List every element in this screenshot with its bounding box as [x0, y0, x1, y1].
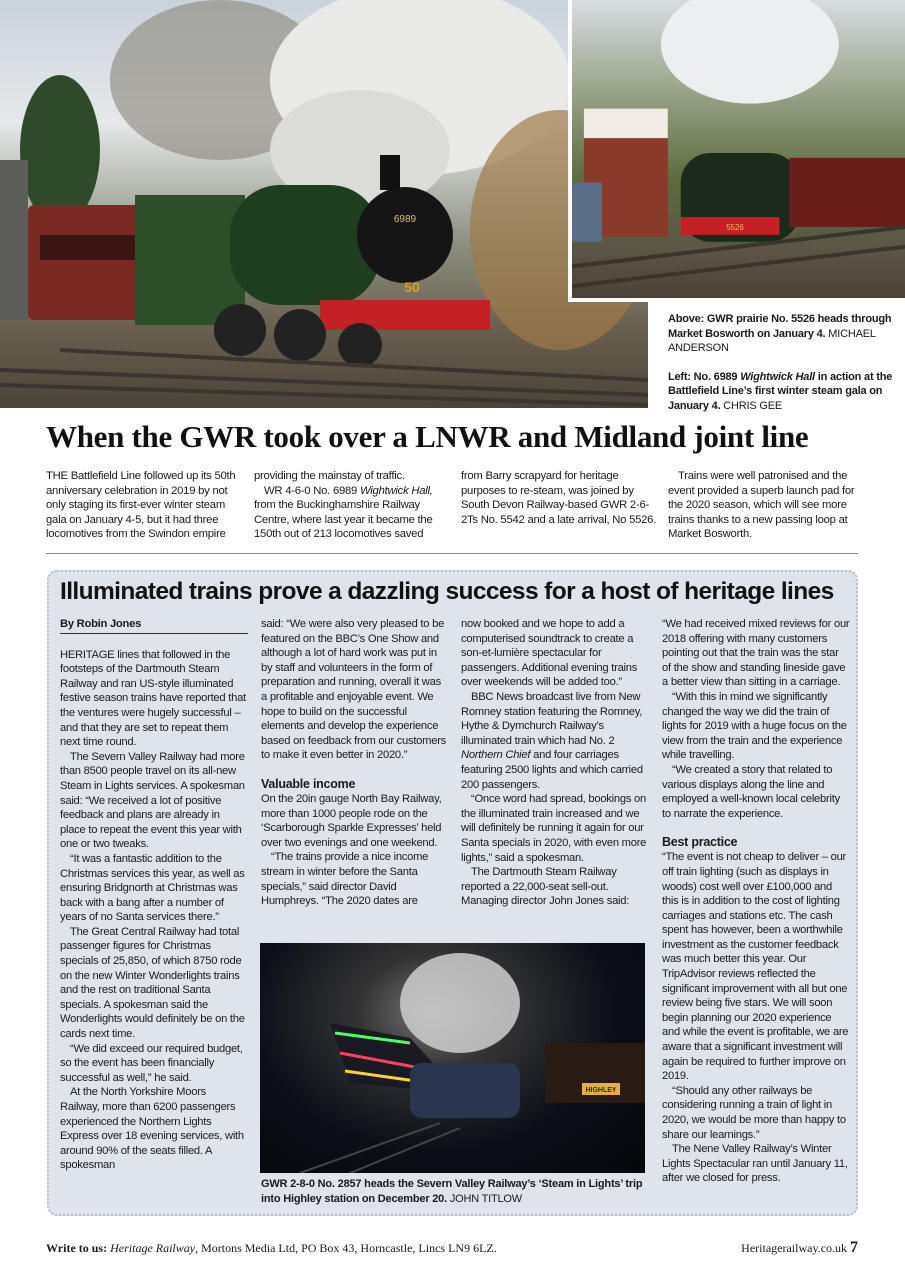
box-column — [261, 617, 449, 909]
page-footer — [46, 1239, 858, 1257]
photo-credit: JOHN TITLOW — [449, 1192, 522, 1205]
text-run: from the Buckinghamshire Railway Centre, where last year it became the 150th out of 213 locomotives saved — [254, 499, 433, 541]
subheading — [662, 835, 850, 850]
photo-captions — [668, 312, 900, 427]
body-paragraph — [662, 690, 850, 763]
body-paragraph — [60, 852, 248, 925]
footer-contact — [46, 1241, 497, 1256]
body-paragraph — [261, 792, 449, 850]
intro-column — [668, 469, 866, 542]
text-run: THE Battlefield Line followed up its 50th anniversary celebration in 2019 by not only staging its first-ever winter steam gala on January 4-5, but it had three locomotives from the Swindon empire — [46, 470, 236, 541]
intro-paragraph — [461, 469, 659, 527]
body-paragraph — [662, 1142, 850, 1186]
headline: When the GWR took over a LNWR and Midland joint line — [46, 419, 809, 454]
body-paragraph — [60, 1085, 248, 1173]
intro-paragraph — [254, 484, 452, 542]
text-run: Trains were well patronised and the event provided a superb launch pad for the 2020 season, which will see more trains thanks to a new passing loop at Market Bosworth. — [668, 470, 855, 541]
text-run: The Dartmouth Steam Railway reported a 22,000-seat sell-out. Managing director John Jones said: — [461, 866, 630, 908]
italic-text: Wightwick Hall, — [359, 484, 433, 497]
body-paragraph — [60, 1042, 248, 1086]
photo-prairie-5526 — [568, 0, 905, 302]
anniversary-badge: 50 — [404, 279, 420, 295]
text-run: “The event is not cheap to deliver – our off train lighting (such as displays in woods) cost well over £100,000 and this is in addition to the cost of lighting carriages and stations etc. The cash spent has however, been a worthwhile investment as the customer feedback was much better this year. Our TripAdvisor reviews reflected the significant improvement with all but one review being five stars. We will soon begin planning our 2020 experience and while the event is profitable, we are aware that a significant investment will again be required to further improve on 2019. — [662, 851, 849, 1083]
photo-credit: MICHAEL ANDERSON — [668, 327, 876, 354]
text-run: The Nene Valley Railway’s Winter Lights Spectacular ran until January 11, after we closed for press. — [662, 1143, 848, 1185]
photo-illustration — [572, 0, 905, 298]
body-paragraph — [461, 690, 649, 792]
text-run: The Severn Valley Railway had more than 8500 people travel on its all-new Steam in Lights services. A spokesman said: “We received a lot of positive feedback and plans are already in place to repeat the event this year with one or two tweaks. — [60, 750, 245, 851]
body-paragraph — [60, 925, 248, 1042]
text-run: “We created a story that related to various displays along the line and employed a well-known local celebrity to narrate the experience. — [662, 763, 840, 820]
text-run: At the North Yorkshire Moors Railway, more than 6200 passengers experienced the Northern Lights Express over 18 evening services, with around 90% of the seats filled. A spokesman — [60, 1086, 244, 1172]
text-run: WR 4-6-0 No. 6989 — [264, 484, 360, 497]
station-sign: HIGHLEY — [585, 1087, 617, 1094]
caption-left — [668, 370, 900, 414]
body-paragraph — [261, 850, 449, 908]
text-run: providing the mainstay of traffic. — [254, 470, 405, 482]
photo-credit: CHRIS GEE — [723, 399, 782, 412]
footer-right — [741, 1239, 858, 1257]
text-run: now booked and we hope to add a computerised soundtrack to create a son-et-lumière spectacular for passengers. Additional evening trains over weekends will be added too.” — [461, 618, 638, 689]
footer-magazine: Heritage Railway — [110, 1241, 196, 1255]
photo-illustration — [0, 0, 648, 408]
text-run: and four carriages featuring 2500 lights and which carried 200 passengers. — [461, 749, 643, 791]
text-run: Best practice — [662, 835, 738, 850]
intro-paragraph — [254, 469, 452, 484]
text-run: from Barry scrapyard for heritage purposes to re-steam, was joined by South Devon Railway-based GWR 2-6-2Ts No. 5542 and a late arrival, No 5526. — [461, 470, 657, 526]
photo-caption — [261, 1177, 651, 1206]
footer-website: Heritagerailway.co.uk — [741, 1241, 847, 1255]
page-number: 7 — [850, 1239, 858, 1256]
caption-italic: Wightwick Hall — [740, 370, 815, 383]
box-title: Illuminated trains prove a dazzling success for a host of heritage lines — [60, 578, 834, 605]
loco-number-plate: 5526 — [726, 222, 744, 232]
caption-text: in action at the Battlefield Line’s first winter steam gala on January 4. — [668, 370, 893, 412]
photo-steam-in-lights — [260, 943, 645, 1173]
intro-paragraph — [668, 469, 866, 542]
text-run: “The trains provide a nice income stream in winter before the Santa specials,” said director David Humphreys. “The 2020 dates are — [261, 851, 429, 908]
text-run: BBC News broadcast live from New Romney station featuring the Romney, Hythe & Dymchurch Railway’s illuminated train which had No. 2 — [461, 690, 643, 747]
text-run: “We did exceed our required budget, so the event has been financially successful as well,” he said. — [60, 1042, 243, 1084]
caption-text: Left: No. 6989 — [668, 370, 741, 383]
footer-label: Write to us: — [46, 1241, 108, 1255]
italic-text: Northern Chief — [461, 749, 531, 762]
photo-wightwick-hall-locomotive — [0, 0, 648, 408]
text-run: “We had received mixed reviews for our 2018 offering with many customers pointing out that the train was the star of the show and standing lineside gave a better view than sitting in a carriage. — [662, 618, 850, 689]
body-paragraph — [60, 648, 248, 750]
text-run: said: “We were also very pleased to be featured on the BBC’s One Show and although a lot of hard work was put in by staff and volunteers in the form of preparation and running, overall it was a profitable and enjoyable event. We hope to build on the successful elements and develop the experience based on feedback from our customers to make it even better in 2020.” — [261, 618, 447, 762]
text-run: “It was a fantastic addition to the Christmas services this year, as well as ensuring Bridgnorth at Christmas was back with a bang after a number of years of no Santa services there.” — [60, 852, 245, 924]
text-run: On the 20in gauge North Bay Railway, more than 1000 people rode on the ‘Scarborough Sparkle Expresses’ held over two evenings and one weekend. — [261, 792, 442, 849]
body-paragraph — [60, 750, 248, 852]
box-column — [60, 617, 248, 1173]
text-run: Valuable income — [261, 776, 356, 791]
intro-column — [461, 469, 659, 527]
body-paragraph — [461, 617, 649, 690]
body-paragraph — [662, 1084, 850, 1142]
body-paragraph — [461, 792, 649, 865]
body-paragraph — [461, 865, 649, 909]
caption-text: Above: GWR prairie No. 5526 heads through Market Bosworth on January 4. — [668, 313, 892, 340]
text-run: “Should any other railways be considering running a train of light in 2020, we would be more than happy to share our learnings.” — [662, 1084, 846, 1141]
byline: By Robin Jones — [60, 617, 248, 634]
caption-text: GWR 2-8-0 No. 2857 heads the Severn Valley Railway’s ‘Steam in Lights’ trip into Highley station on December 20. — [261, 1178, 643, 1205]
body-paragraph — [662, 617, 850, 690]
body-paragraph — [662, 850, 850, 1084]
text-run: “With this in mind we significantly changed the way we did the train of lights for 2019 with a huge focus on the view from the train and the experience while travelling. — [662, 690, 847, 762]
body-paragraph — [261, 617, 449, 763]
text-run: The Great Central Railway had total passenger figures for Christmas specials of 25,850, of which 8750 rode on the new Winter Wonderlights trains and the rest on traditional Santa specials. A spokesman said the Wonderlights would definitely be on the cards next time. — [60, 925, 245, 1041]
body-paragraph — [662, 763, 850, 821]
box-column — [461, 617, 649, 909]
text-run: “Once word had spread, bookings on the illuminated train increased and we will definitely be running it again for our Santa specials in 2020, with even more lights,” said a spokesman. — [461, 793, 647, 864]
subheading — [261, 777, 449, 792]
box-column — [662, 617, 850, 1186]
footer-address: , Mortons Media Ltd, PO Box 43, Horncastle, Lincs LN9 6LZ. — [195, 1241, 497, 1255]
text-run: HERITAGE lines that followed in the footsteps of the Dartmouth Steam Railway and ran US-style illuminated festive season trains have reported that the ventures were hugely successful – and that they are set to repeat them next time round. — [60, 648, 246, 749]
divider — [46, 553, 858, 554]
caption-above — [668, 312, 900, 356]
intro-column — [46, 469, 244, 542]
intro-paragraph — [46, 469, 244, 542]
loco-number-plate: 6989 — [393, 214, 417, 225]
intro-column — [254, 469, 452, 542]
photo-illustration — [260, 943, 645, 1173]
